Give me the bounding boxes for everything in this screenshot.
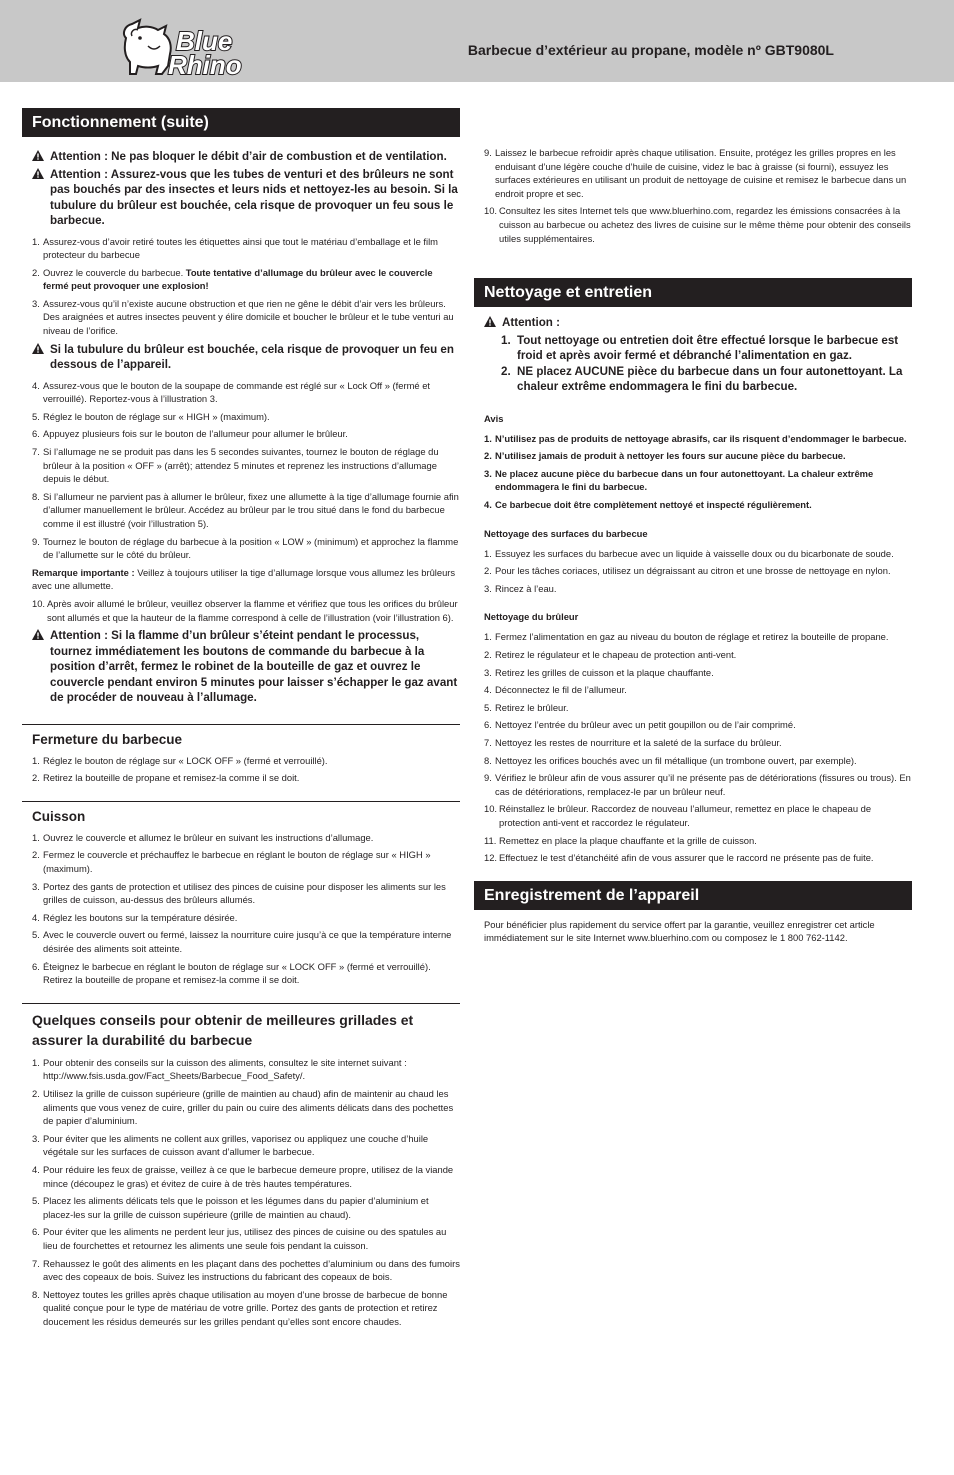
list-item: 6. Éteignez le barbecue en réglant le bouton de réglage sur « LOCK OFF » (fermé et verrouillé). Retirez la bouteille de propane et remisez-la comme il se doit. — [32, 960, 431, 986]
page-title: Barbecue d’extérieur au propane, modèle nº GBT9080L — [467, 42, 834, 58]
warning-item — [22, 342, 460, 373]
list-item: 4. Ce barbecue doit être complètement nettoyé et inspecté régulièrement. — [484, 499, 812, 511]
subsection-title: Fermeture du barbecue — [32, 731, 183, 747]
list-item: 2. Pour les tâches coriaces, utilisez un dégraissant au citron et une brosse de nettoyage en nylon. — [484, 565, 891, 577]
warning-triangle-icon — [484, 316, 496, 327]
list-item: 3. Rincez à l’eau. — [484, 582, 557, 594]
warning-item — [474, 315, 912, 331]
subsection-title: Nettoyage des surfaces du barbecue — [484, 527, 648, 539]
list-item: 2. Retirez la bouteille de propane et remisez-la comme il se doit. — [32, 772, 300, 784]
list-item: 1. Ouvrez le couvercle et allumez le brûleur en suivant les instructions d’allumage. — [32, 831, 374, 843]
list-item: 9. Laissez le barbecue refroidir après chaque utilisation. Ensuite, protégez les grilles propres en les enduisant d’une légère couche d’huile de cuisine, videz le bac à graisse (si fourni), essuyez les surfaces extérieures en utilisant un produit de nettoyage de cuisine et remisez le barbecue dans un endroit propre et sec. — [484, 147, 907, 199]
subsection-title: Avis — [484, 412, 504, 424]
logo-text-rhino: Rhino — [168, 50, 242, 78]
warning-triangle-icon — [32, 629, 44, 640]
fermeture-steps — [22, 754, 460, 785]
list-item: 5. Retirez le brûleur. — [484, 701, 569, 713]
list-item: 3. Retirez les grilles de cuisson et la plaque chauffante. — [484, 666, 714, 678]
list-item: 3. Assurez-vous qu’il n’existe aucune obstruction et que rien ne gêne le débit d’air vers les brûleurs. Des araignées et autres insectes peuvent y élire domicile et boucher le brûleur et le tube venturi au niveau de l’orifice. — [32, 297, 454, 337]
list-item: 11. Remettez en place la plaque chauffante et la grille de cuisson. — [484, 834, 757, 846]
warning-text: Si la tubulure du brûleur est bouchée, cela risque de provoquer un feu en dessous de l’appareil. — [50, 342, 454, 372]
warning-triangle-icon — [32, 168, 44, 179]
subsection-title: Cuisson — [32, 808, 86, 824]
list-item: 9. Tournez le bouton de réglage du barbecue à la position « LOW » (minimum) et approchez la flamme de l’allumette sur le côté du brûleur. — [32, 535, 459, 561]
allumage-steps — [22, 379, 460, 562]
blue-rhino-logo — [118, 16, 278, 78]
list-item: 10. Après avoir allumé le brûleur, veuillez observer la flamme et vérifiez que tous les orifices du brûleur sont allumés et que la hauteur de la flamme correspond à celle de l’illustration (voir l’illustration 6). — [32, 597, 458, 623]
list-item: 10. Réinstallez le brûleur. Raccordez de nouveau l’allumeur, remettez en place le chapeau de protection anti-vent et raccordez le régulateur. — [484, 803, 872, 828]
section-header-nettoyage: Nettoyage et entretien — [474, 278, 912, 307]
left-column — [22, 108, 460, 1332]
surfaces-steps — [474, 547, 912, 596]
list-item: 7. Nettoyez les restes de nourriture et la saleté de la surface du brûleur. — [484, 736, 782, 748]
allumage-steps — [22, 235, 460, 338]
allumage-steps — [22, 597, 460, 624]
list-item: 2. Ouvrez le couvercle du barbecue. Toute tentative d’allumage du brûleur avec le couvercle fermé peut provoquer une explosion! — [32, 266, 433, 292]
list-item: 6. Nettoyez l’entrée du brûleur avec un petit goupillon ou de l’air comprimé. — [484, 719, 796, 731]
warning-triangle-icon — [32, 150, 44, 161]
warning-triangle-icon — [32, 343, 44, 354]
list-item: 4. Pour réduire les feux de graisse, veillez à ce que le barbecue demeure propre, utilisez de la viande mince (découpez le gras) et évitez de cuire à de très hautes températures. — [32, 1163, 454, 1189]
logo-text-blue: Blue — [176, 26, 233, 56]
list-item: 2. N’utilisez jamais de produit à nettoyer les fours sur aucune pièce du barbecue. — [484, 450, 846, 462]
section-header-fonctionnement: Fonctionnement (suite) — [22, 108, 460, 137]
right-column — [474, 146, 912, 949]
list-item: 2. NE placez AUCUNE pièce du barbecue dans un four autonettoyant. La chaleur extrême endommagera le fini du barbecue. — [501, 364, 903, 394]
list-item: 9. Vérifiez le brûleur afin de vous assurer qu’il ne présente pas de détériorations (fissures ou trous). En cas de détériorations, remplacez-le par un brûleur neuf. — [484, 772, 911, 797]
attention-list — [474, 333, 912, 395]
warning-item — [22, 149, 460, 165]
list-item: 4. Réglez les boutons sur la température désirée. — [32, 911, 238, 923]
list-item: 10. Consultez les sites Internet tels que www.bluerhino.com, regardez les émissions consacrées à la cuisson au barbecue ou achetez des livres de cuisine sur le même thème pour obtenir des conseils utiles supplémentaires. — [484, 205, 911, 244]
divider — [22, 801, 460, 802]
list-item: 1. Pour obtenir des conseils sur la cuisson des aliments, consultez le site internet suivant : http://www.fsis.usda.gov/Fact_Sheets/Barbecue_Food_Safety/. — [32, 1056, 407, 1082]
list-item: 6. Pour éviter que les aliments ne perdent leur jus, utilisez des pinces de cuisine ou des spatules au lieu de fourchettes et retournez les aliments une seule fois pendant la cuisson. — [32, 1226, 447, 1251]
list-item: 6. Appuyez plusieurs fois sur le bouton de l’allumeur pour allumer le brûleur. — [32, 428, 348, 440]
list-item: 5. Réglez le bouton de réglage sur « HIGH » (maximum). — [32, 410, 270, 422]
list-item: 3. Portez des gants de protection et utilisez des pinces de cuisine pour disposer les aliments sur les grilles de cuisson, au-dessus des brûleurs allumés. — [32, 880, 446, 906]
cuisson-steps — [22, 831, 460, 987]
page-header — [0, 0, 954, 82]
list-item: 5. Avec le couvercle ouvert ou fermé, laissez la nourriture cuire jusqu’à ce que la température interne désirée des aliments soit atteinte. — [32, 929, 452, 954]
warning-item — [22, 628, 460, 706]
divider — [22, 1003, 460, 1004]
list-item: 4. Assurez-vous que le bouton de la soupape de commande est réglé sur « Lock Off » (fermé et verrouillé). Reportez-vous à l’illustration 3. — [32, 379, 431, 405]
list-item: 2. Retirez le régulateur et le chapeau de protection anti-vent. — [484, 649, 737, 660]
conseils-list-continued — [474, 146, 912, 245]
avis-list — [474, 432, 912, 512]
list-item: 1. Tout nettoyage ou entretien doit être effectué lorsque le barbecue est froid et après avoir fermé et débranché l’alimentation en gaz. — [501, 333, 899, 363]
list-item: 5. Placez les aliments délicats tels que le poisson et les légumes dans du papier d’aluminium et placez-les sur la grille de cuisson supérieure (grille de maintien au chaud). — [32, 1195, 429, 1220]
bruleur-steps — [474, 630, 912, 864]
list-item: 1. Réglez le bouton de réglage sur « LOCK OFF » (fermé et verrouillé). — [32, 754, 328, 766]
list-item: 1. N’utilisez pas de produits de nettoyage abrasifs, car ils risquent d’endommager le barbecue. — [484, 432, 907, 444]
warning-text: Attention : Ne pas bloquer le débit d’air de combustion et de ventilation. — [50, 150, 447, 163]
list-item: 12. Effectuez le test d’étanchéité afin de vous assurer que le raccord ne présente pas de fuite. — [484, 852, 874, 864]
list-item: 1. Essuyez les surfaces du barbecue avec un liquide à vaisselle doux ou du bicarbonate de soude. — [484, 547, 894, 559]
divider — [22, 724, 460, 725]
subsection-title: Nettoyage du brûleur — [484, 611, 579, 623]
registration-text: Pour bénéficier plus rapidement du service offert par la garantie, veuillez enregistrer cet article immédiatement sur le site Internet www.bluerhino.com ou composez le 1 800 762-1142. — [484, 918, 875, 944]
list-item: 1. Assurez-vous d’avoir retiré toutes les étiquettes ainsi que tout le matériau d’emballage et le film protecteur du barbecue — [32, 235, 438, 261]
list-item: 4. Déconnectez le fil de l’allumeur. — [484, 684, 627, 696]
list-item: 8. Nettoyez toutes les grilles après chaque utilisation au moyen d’une brosse de barbecue de bonne qualité conçue pour le type de matériau de votre grille. Portez des gants de protection et retirez doucement les résidus demeurés sur les grilles pendant qu’elles sont encore chaudes. — [32, 1288, 448, 1327]
section-header-enregistrement: Enregistrement de l’appareil — [474, 881, 912, 910]
remark: Remarque importante : Veillez à toujours utiliser la tige d’allumage lorsque vous allumez les brûleurs avec une allumette. — [32, 566, 456, 592]
list-item: 7. Si l’allumage ne se produit pas dans les 5 secondes suivantes, tournez le bouton de réglage du brûleur à la position « OFF » (arrêt); attendez 5 minutes et reprenez les instructions d’allumage depuis le début. — [32, 446, 439, 485]
warning-item — [22, 167, 460, 229]
list-item: 3. Ne placez aucune pièce du barbecue dans un four autonettoyant. La chaleur extrême endommagera le fini du barbecue. — [484, 467, 874, 493]
conseils-list — [22, 1056, 460, 1329]
list-item: 3. Pour éviter que les aliments ne collent aux grilles, vaporisez ou appliquez une couche d’huile végétale sur les surfaces de cuisson avant d’allumer le barbecue. — [32, 1132, 429, 1158]
subsection-title: Quelques conseils pour obtenir de meilleures grillades et assurer la durabilité du barbecue — [32, 1011, 414, 1048]
warning-text: Attention : Si la flamme d’un brûleur s’éteint pendant le processus, tournez immédiatement les boutons de commande du barbecue à la position d’arrêt, fermez le robinet de la bouteille de gaz et ouvrez le couvercle pendant environ 5 minutes pour laisser s’échapper le gaz avant de procéder de nouveau à l’allumage. — [50, 629, 458, 705]
list-item: 1. Fermez l’alimentation en gaz au niveau du bouton de réglage et retirez la bouteille de propane. — [484, 631, 889, 643]
warning-text: Attention : Assurez-vous que les tubes de venturi et des brûleurs ne sont pas bouchés par des insectes et leurs nids et nettoyez-les au besoin. Si la tubulure du brûleur est bouchée, cela risque de provoquer un feu sous le barbecue. — [50, 167, 458, 227]
list-item: 2. Utilisez la grille de cuisson supérieure (grille de maintien au chaud) afin de maintenir au chaud les aliments que vous venez de cuire, griller du pain ou cuire des aliments délicats dans des pochettes de papier d’aluminium. — [32, 1087, 454, 1127]
list-item: 8. Nettoyez les orifices bouchés avec un fil métallique (un trombone ouvert, par exemple). — [484, 754, 857, 766]
list-item: 8. Si l’allumeur ne parvient pas à allumer le brûleur, fixez une allumette à la tige d’allumage fournie afin d’allumer manuellement le brûleur. Accédez au brûleur par le trou situé dans le fond du barbecue comme il est illustré (voir l’illustration 5). — [32, 490, 459, 529]
list-item: 7. Rehaussez le goût des aliments en les plaçant dans des pochettes d’aluminium ou dans des fumoirs avec des copeaux de bois. Suivez les instructions du fabricant des copeaux de bois. — [32, 1257, 460, 1283]
warning-text: Attention : — [502, 316, 560, 330]
list-item: 2. Fermez le couvercle et préchauffez le barbecue en réglant le bouton de réglage sur « HIGH » (maximum). — [32, 849, 431, 875]
